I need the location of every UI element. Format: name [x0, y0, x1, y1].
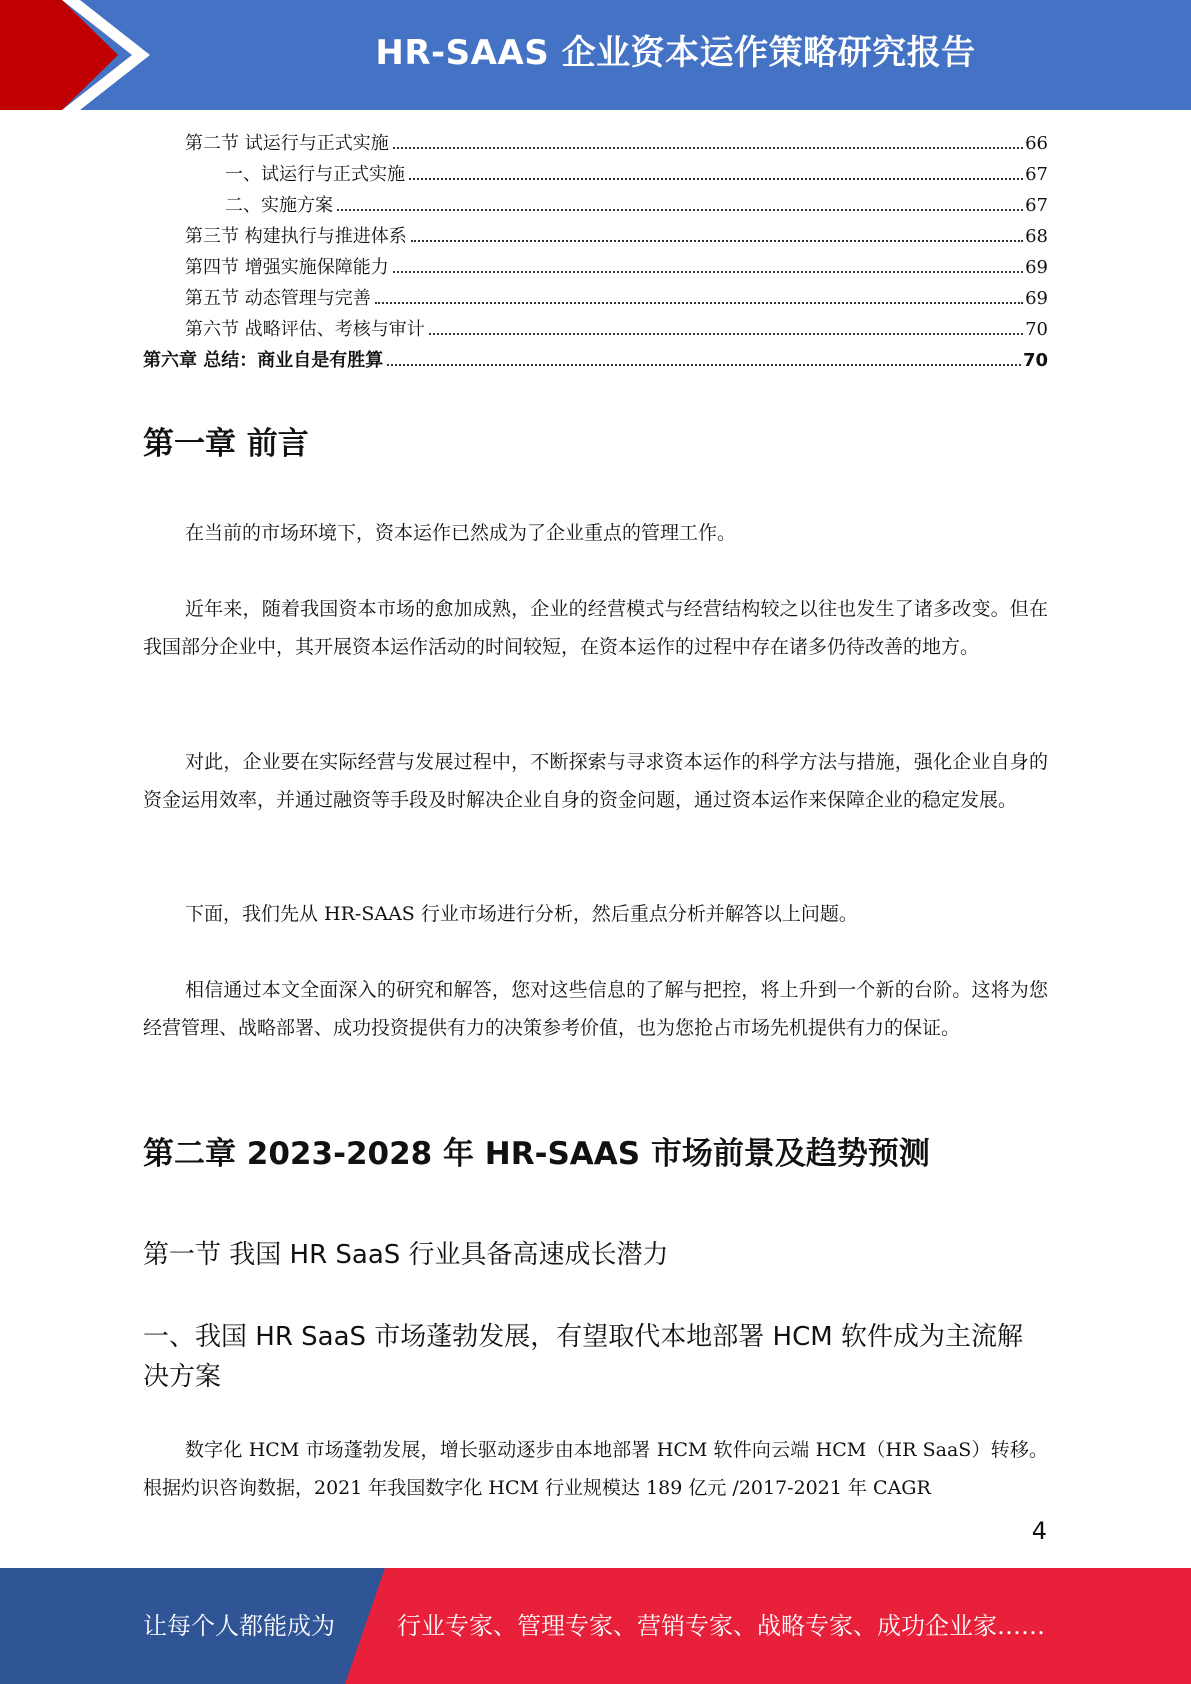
toc-entry-page: 67	[1025, 164, 1048, 185]
table-of-contents	[143, 128, 1048, 376]
toc-leader-dots	[337, 209, 1023, 211]
toc-leader-dots	[393, 147, 1023, 149]
toc-entry-page: 68	[1025, 226, 1048, 247]
body-paragraph: 下面，我们先从 HR-SAAS 行业市场进行分析，然后重点分析并解答以上问题。	[185, 903, 858, 925]
toc-entry-label: 一、试运行与正式实施	[225, 164, 405, 185]
toc-leader-dots	[411, 240, 1023, 242]
toc-entry-label: 第三节 构建执行与推进体系	[185, 226, 407, 247]
toc-leader-dots	[387, 364, 1021, 366]
toc-entry[interactable]	[143, 190, 1048, 221]
chevron-decoration-icon	[0, 0, 160, 110]
toc-entry[interactable]	[143, 128, 1048, 159]
toc-entry-page: 70	[1022, 350, 1048, 371]
toc-leader-dots	[429, 333, 1023, 335]
section-heading: 第一节 我国 HR SaaS 行业具备高速成长潜力	[143, 1240, 669, 1270]
header-banner	[0, 0, 1191, 110]
toc-entry-chapter[interactable]	[143, 345, 1048, 376]
toc-entry-label: 第二节 试运行与正式实施	[185, 133, 389, 154]
body-paragraph: 在当前的市场环境下，资本运作已然成为了企业重点的管理工作。	[185, 522, 737, 544]
toc-leader-dots	[375, 302, 1023, 304]
toc-entry-page: 69	[1025, 257, 1048, 278]
toc-leader-dots	[393, 271, 1023, 273]
toc-entry-page: 66	[1025, 133, 1048, 154]
body-paragraph: 数字化 HCM 市场蓬勃发展，增长驱动逐步由本地部署 HCM 软件向云端 HCM（HR SaaS）转移。根据灼识咨询数据，2021 年我国数字化 HCM 行业规模达 189 亿元 /2017-2021 年 CAGR	[143, 1439, 1048, 1499]
chapter-heading: 第二章 2023-2028 年 HR-SAAS 市场前景及趋势预测	[143, 1136, 930, 1172]
toc-entry-page: 69	[1025, 288, 1048, 309]
footer-slogan-right: 行业专家、管理专家、营销专家、战略专家、成功企业家……	[397, 1612, 1045, 1640]
report-title: HR-SAAS 企业资本运作策略研究报告	[375, 33, 976, 73]
toc-entry-label: 二、实施方案	[225, 195, 333, 216]
toc-entry-label: 第五节 动态管理与完善	[185, 288, 371, 309]
toc-entry[interactable]	[143, 159, 1048, 190]
footer-banner	[0, 1568, 1191, 1684]
toc-entry[interactable]	[143, 283, 1048, 314]
toc-entry-page: 67	[1025, 195, 1048, 216]
footer-slogan-left: 让每个人都能成为	[143, 1612, 335, 1640]
body-paragraph: 近年来，随着我国资本市场的愈加成熟，企业的经营模式与经营结构较之以往也发生了诸多改变。但在我国部分企业中，其开展资本运作活动的时间较短，在资本运作的过程中存在诸多仍待改善的地方。	[143, 598, 1048, 658]
toc-entry-page: 70	[1025, 319, 1048, 340]
chapter-heading: 第一章 前言	[143, 426, 309, 462]
toc-entry[interactable]	[143, 221, 1048, 252]
body-paragraph: 对此，企业要在实际经营与发展过程中，不断探索与寻求资本运作的科学方法与措施，强化企业自身的资金运用效率，并通过融资等手段及时解决企业自身的资金问题，通过资本运作来保障企业的稳定发展。	[143, 751, 1048, 811]
toc-entry-label: 第六节 战略评估、考核与审计	[185, 319, 425, 340]
body-paragraph: 相信通过本文全面深入的研究和解答，您对这些信息的了解与把控，将上升到一个新的台阶。这将为您经营管理、战略部署、成功投资提供有力的决策参考价值，也为您抢占市场先机提供有力的保证。	[143, 979, 1048, 1039]
toc-entry-label: 第六章 总结：商业自是有胜算	[143, 350, 384, 371]
toc-entry[interactable]	[143, 314, 1048, 345]
page-number: 4	[1031, 1517, 1047, 1545]
subsection-heading: 一、我国 HR SaaS 市场蓬勃发展，有望取代本地部署 HCM 软件成为主流解决方案	[143, 1322, 1023, 1392]
toc-entry-label: 第四节 增强实施保障能力	[185, 257, 389, 278]
toc-entry[interactable]	[143, 252, 1048, 283]
toc-leader-dots	[409, 178, 1023, 180]
